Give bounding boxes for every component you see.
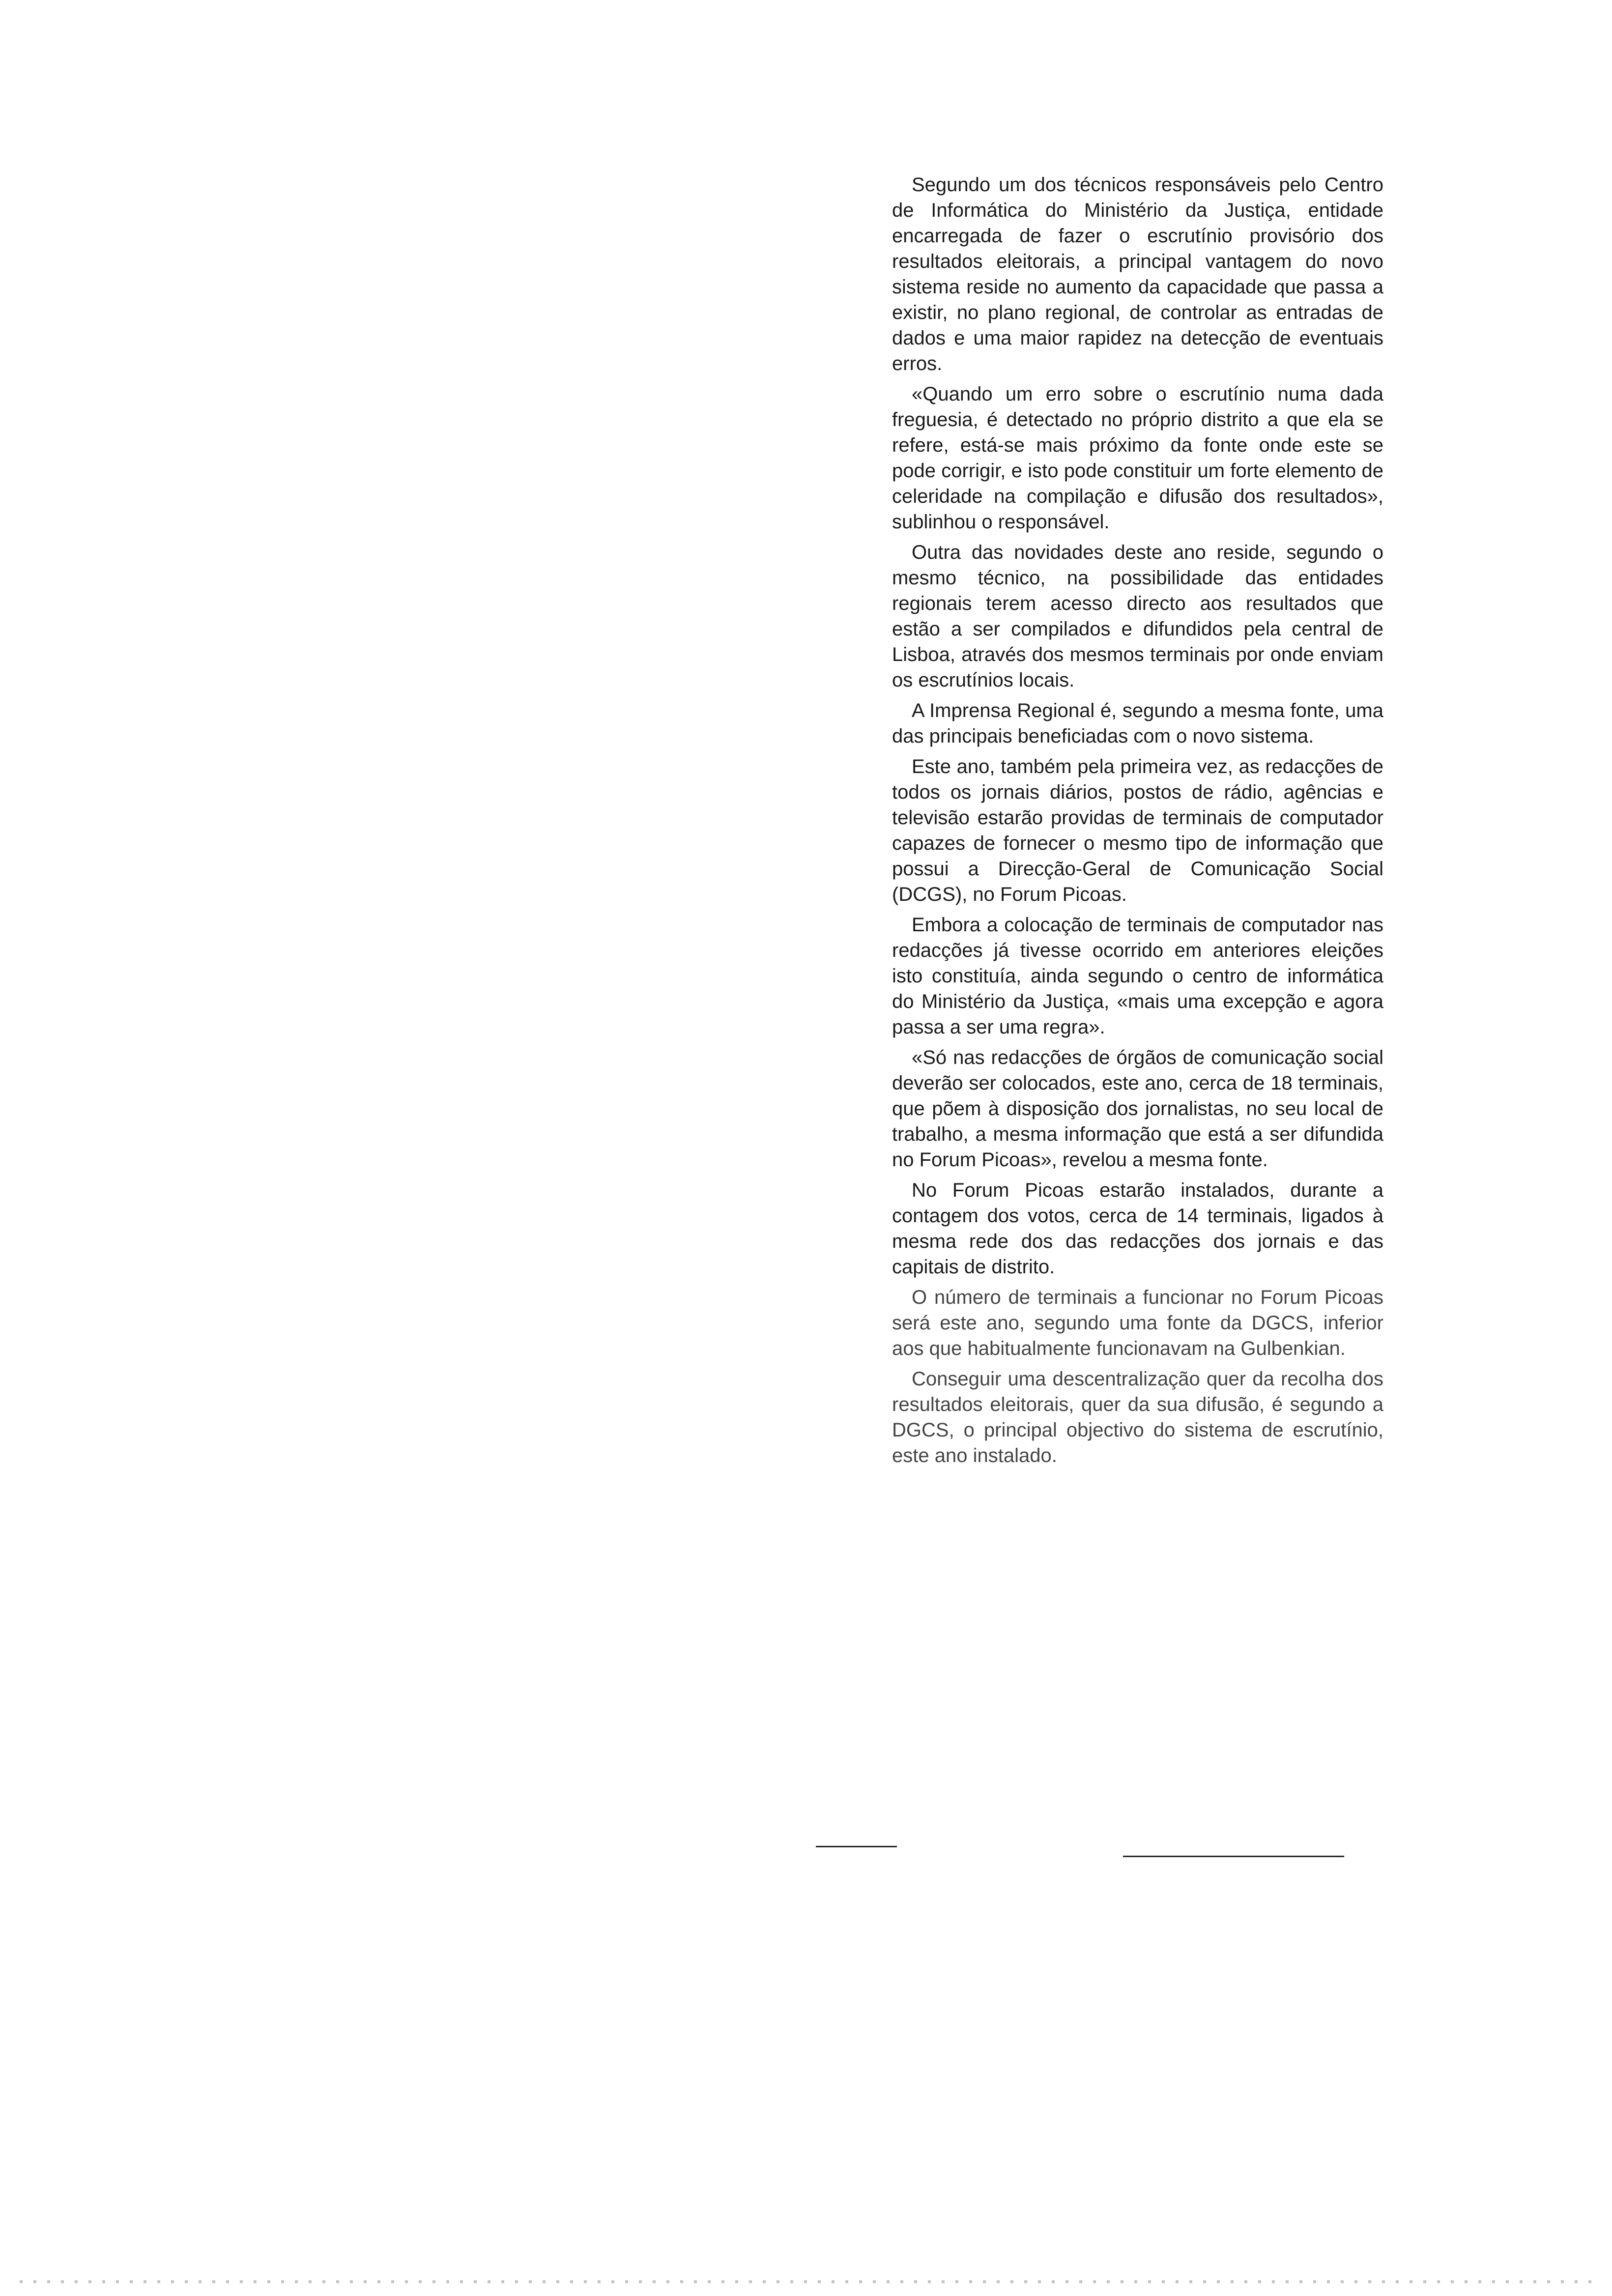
article-paragraph-3: Outra das novidades deste ano reside, segundo o mesmo técnico, na possibilidade das entidades regionais terem acesso directo aos resultados que estão a ser compilados e difundidos pela central de Lisboa, através dos mesmos terminais por onde enviam os escrutínios locais.: [892, 542, 1383, 691]
article-paragraph-7: «Só nas redacções de órgãos de comunicação social deverão ser colocados, este ano, cerca de 18 terminais, que põem à disposição dos jornalistas, no seu local de trabalho, a mesma informação que está a ser difundida no Forum Picoas», revelou a mesma fonte.: [892, 1047, 1383, 1171]
article-paragraph-4: A Imprensa Regional é, segundo a mesma fonte, uma das principais beneficiadas com o novo sistema.: [892, 700, 1383, 747]
column-end-rule-left: [816, 1846, 897, 1847]
article-column: [892, 172, 1383, 1473]
column-end-rule-right: [1123, 1856, 1344, 1857]
article-paragraph-5: Este ano, também pela primeira vez, as redacções de todos os jornais diários, postos de rádio, agências e televisão estarão providas de terminais de computador capazes de fornecer o mesmo tipo de informação que possui a Direcção-Geral de Comunicação Social (DCGS), no Forum Picoas.: [892, 756, 1383, 905]
article-paragraph-10: Conseguir uma descentralização quer da recolha dos resultados eleitorais, quer da sua difusão, é segundo a DGCS, o principal objectivo do sistema de escrutínio, este ano instalado.: [892, 1368, 1383, 1466]
article-paragraph-8: No Forum Picoas estarão instalados, durante a contagem dos votos, cerca de 14 terminais, ligados à mesma rede dos das redacções dos jornais e das capitais de distrito.: [892, 1179, 1383, 1278]
scan-edge-noise: [20, 2280, 1592, 2283]
article-paragraph-6: Embora a colocação de terminais de computador nas redacções já tivesse ocorrido em anteriores eleições isto constituía, ainda segundo o centro de informática do Ministério da Justiça, «mais uma excepção e agora passa a ser uma regra».: [892, 914, 1383, 1038]
article-paragraph-1: Segundo um dos técnicos responsáveis pelo Centro de Informática do Ministério da Justiça, entidade encarregada de fazer o escrutínio provisório dos resultados eleitorais, a principal vantagem do novo sistema reside no aumento da capacidade que passa a existir, no plano regional, de controlar as entradas de dados e uma maior rapidez na detecção de eventuais erros.: [892, 174, 1383, 374]
article-paragraph-2: «Quando um erro sobre o escrutínio numa dada freguesia, é detectado no próprio distrito a que ela se refere, está-se mais próximo da fonte onde este se pode corrigir, e isto pode constituir um forte elemento de celeridade na compilação e difusão dos resultados», sublinhou o responsável.: [892, 383, 1383, 533]
article-paragraph-9: O número de terminais a funcionar no Forum Picoas será este ano, segundo uma fonte da DGCS, inferior aos que habitualmente funcionavam na Gulbenkian.: [892, 1287, 1383, 1359]
